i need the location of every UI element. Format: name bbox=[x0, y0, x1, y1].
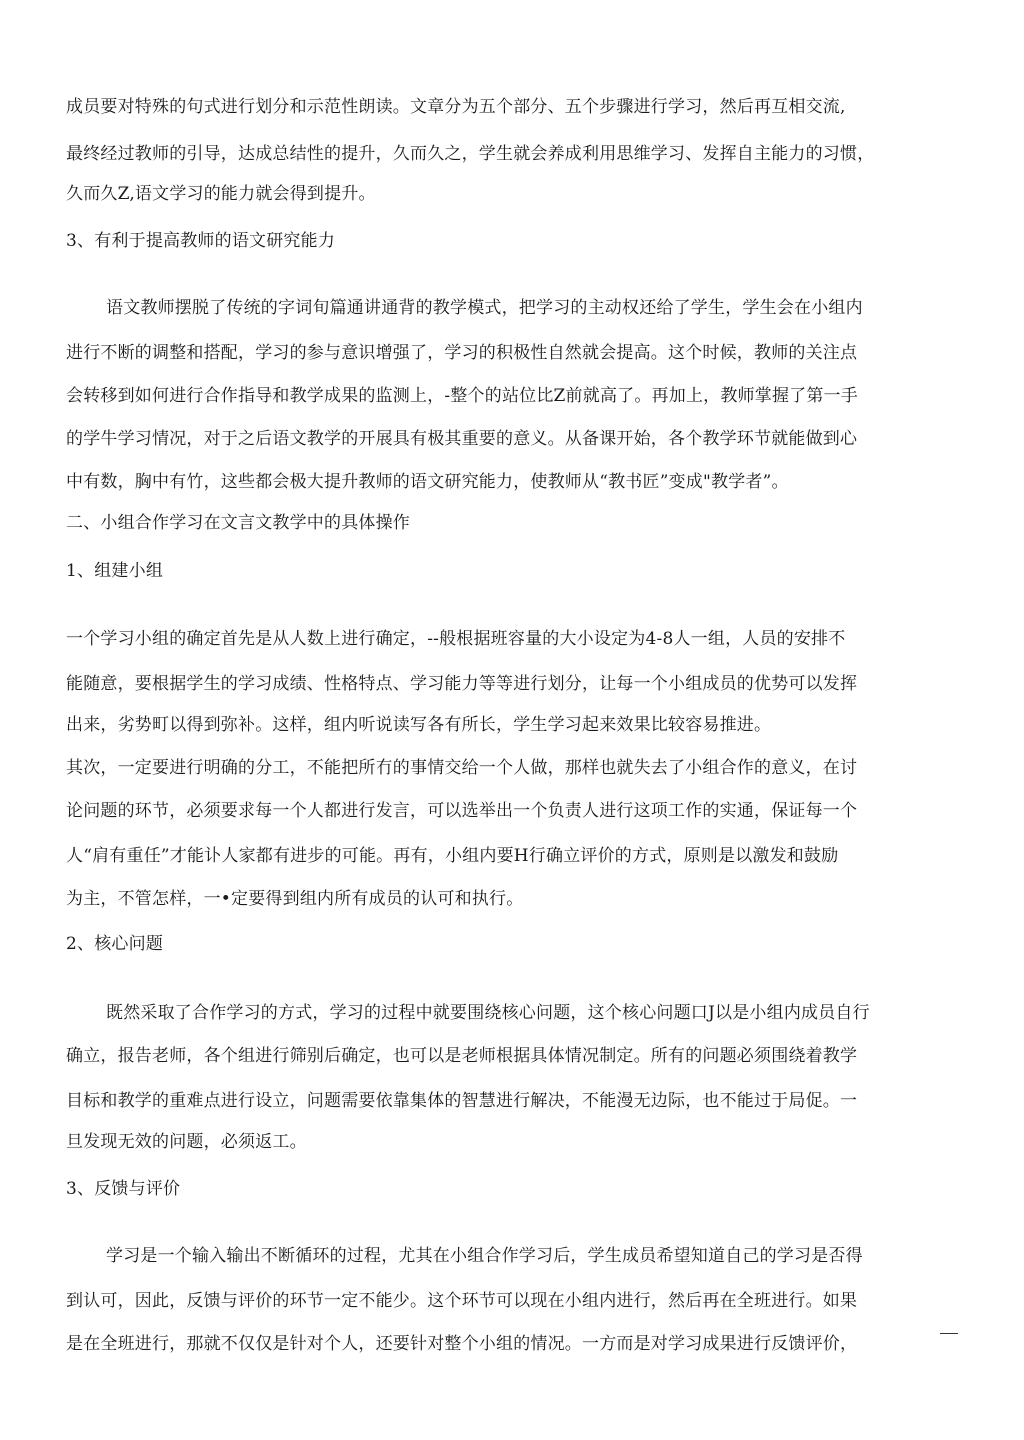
text-line: 的学牛学习情况，对于之后语文教学的开展具有极其重要的意义。从备课开始，各个教学环节就能做到心 bbox=[66, 429, 858, 449]
text-line: 人“肩有重任”才能讣人家都有进步的可能。再有，小组内要H行确立评价的方式，原则是以激发和鼓励 bbox=[66, 846, 839, 866]
text-line: 确立，报告老师，各个组进行筛别后确定，也可以是老师根据具体情况制定。所有的问题必须围绕着教学 bbox=[66, 1046, 858, 1066]
text-line: 能随意，要根据学生的学习成绩、性格特点、学习能力等等进行划分，让每一个小组成员的优势可以发挥 bbox=[66, 674, 858, 694]
text-line: 为主，不管怎样，一•定要得到组内所有成员的认可和执行。 bbox=[66, 889, 524, 909]
text-line: 其次，一定要进行明确的分工，不能把所冇的事情交给一个人做，那样也就失去了小组合作的意义，在讨 bbox=[66, 758, 858, 778]
text-line: 目标和教学的重难点进行设立，问题需要依靠集体的智慧进行解决，不能漫无边际，也不能过于局促。一 bbox=[66, 1091, 858, 1111]
text-line: 一个学习小组的确定首先是从人数上进行确定，--般根据班容量的大小设定为4-8人一组，人员的安排不 bbox=[66, 629, 846, 649]
text-line: 成员要对特殊的句式进行划分和示范性朗读。文章分为五个部分、五个步骤进行学习，然后再互相交流, bbox=[66, 97, 846, 117]
text-line: 旦发现无效的问题，必须返工。 bbox=[66, 1132, 307, 1152]
text-line: 进行不断的调整和搭配，学习的参与意识增强了，学习的积极性自然就会提高。这个时候，教师的关注点 bbox=[66, 343, 858, 363]
section-heading: 2、核心问题 bbox=[66, 934, 164, 954]
text-line: 久而久Z,语文学习的能力就会得到提升。 bbox=[66, 184, 376, 204]
text-line: 最终经过教师的引导，达成总结性的提升，久而久之，学生就会养成利用思维学习、发挥自主能力的习惯， bbox=[66, 144, 875, 164]
margin-dash bbox=[940, 1333, 958, 1334]
text-line: 中有数，胸中有竹，这些都会极大提升教师的语文研究能力，使教师从“教书匠”变成"教学者”。 bbox=[66, 472, 789, 492]
section-heading: 二、小组合作学习在文言文教学中的具体操作 bbox=[66, 513, 410, 533]
section-heading: 1、组建小组 bbox=[66, 561, 164, 581]
section-heading: 3、反馈与评价 bbox=[66, 1179, 181, 1199]
text-line: 到认可，因此，反馈与评价的环节一定不能少。这个环节可以现在小组内进行，然后再在全班进行。如果 bbox=[66, 1291, 858, 1311]
section-heading: 3、有利于提高教师的语文研究能力 bbox=[66, 231, 336, 251]
text-line: 出来，劣势町以得到弥补。这样，组内听说读写各有所长，学生学习起来效果比较容易推进。 bbox=[66, 715, 772, 735]
text-line: 语文教师摆脱了传统的字词旬篇通讲通背的教学模式，把学习的主动权还给了学生，学生会在小组内 bbox=[106, 298, 863, 318]
text-line: 学习是一个输入输出不断循环的过程，尤其在小组合作学习后，学生成员希望知道自己的学习是否得 bbox=[106, 1246, 863, 1266]
text-line: 会转移到如何进行合作指导和教学成果的监测上，-整个的站位比Z前就高了。再加上，教师掌握了第一手 bbox=[66, 386, 858, 406]
text-line: 既然采取了合作学习的方式，学习的过程中就要围绕核心问题，这个核心问题口J以是小组内成员自行 bbox=[106, 1003, 870, 1023]
text-line: 是在全班进行，那就不仅仅是针对个人，还要针对整个小组的情况。一方而是对学习成果进行反馈评价， bbox=[66, 1334, 858, 1354]
text-line: 论问题的环节，必须要求每一个人都进行发言，可以选举出一个负责人进行这项工作的实通，保证每一个 bbox=[66, 801, 858, 821]
